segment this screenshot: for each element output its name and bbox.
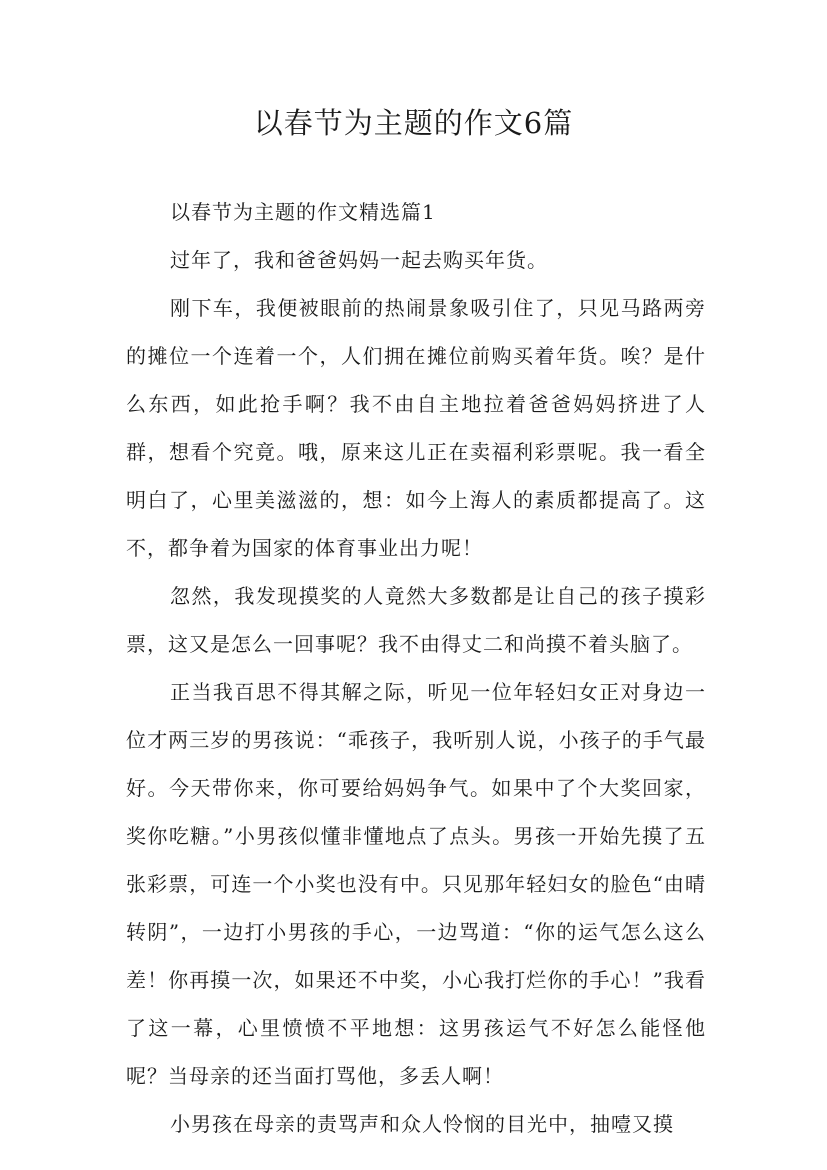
document-body <box>126 188 706 1148</box>
paragraph: 忽然，我发现摸奖的人竟然大多数都是让自己的孩子摸彩票，这又是怎么一回事呢？我不由得丈二和尚摸不着头脑了。 <box>126 584 706 656</box>
paragraph: 刚下车，我便被眼前的热闹景象吸引住了，只见马路两旁的摊位一个连着一个，人们拥在摊位前购买着年货。唉？是什么东西，如此抢手啊？我不由自主地拉着爸爸妈妈挤进了人群，想看个究竟。哦，原来这儿正在卖福利彩票呢。我一看全明白了，心里美滋滋的，想：如今上海人的素质都提高了。这不，都争着为国家的体育事业出力呢！ <box>126 296 706 560</box>
paragraph: 过年了，我和爸爸妈妈一起去购买年货。 <box>170 248 548 272</box>
document-title: 以春节为主题的作文6篇 <box>253 106 574 140</box>
paragraph: 小男孩在母亲的责骂声和众人怜悯的目光中，抽噎又摸 <box>170 1112 674 1136</box>
paragraph: 正当我百思不得其解之际，听见一位年轻妇女正对身边一位才两三岁的男孩说：“乖孩子，我听别人说，小孩子的手气最好。今天带你来，你可要给妈妈争气。如果中了个大奖回家，奖你吃糖。”小男孩似懂非懂地点了点头。男孩一开始先摸了五张彩票，可连一个小奖也没有中。只见那年轻妇女的脸色“由晴转阴”，一边打小男孩的手心，一边骂道：“你的运气怎么这么差！你再摸一次，如果还不中奖，小心我打烂你的手心！”我看了这一幕，心里愤愤不平地想：这男孩运气不好怎么能怪他呢？当母亲的还当面打骂他，多丢人啊！ <box>126 680 706 1088</box>
section-heading: 以春节为主题的作文精选篇1 <box>170 200 436 224</box>
